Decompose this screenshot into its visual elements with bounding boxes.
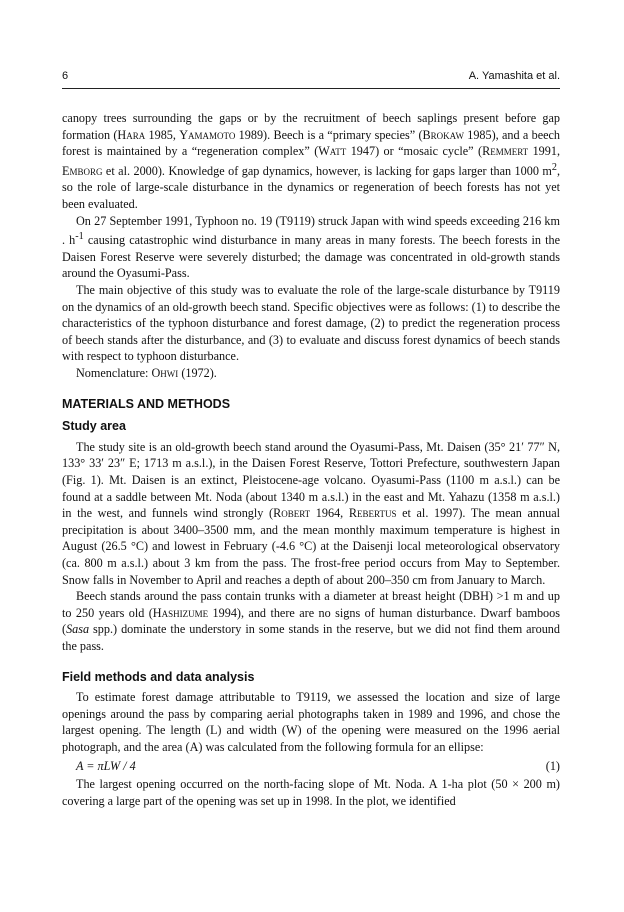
equation-1: [62, 758, 560, 775]
taxon-name: Sasa: [66, 622, 90, 637]
equation-formula: A = πLW / 4: [76, 758, 136, 773]
nomenclature-line: Nomenclature: Ohwi (1972).: [76, 366, 217, 381]
field-methods-paragraph-1: To estimate forest damage attributable to T9119, we assessed the location and size of large openings around the pass by comparing aerial photographs taken in 1989 and 1996, and chose the largest opening. The length (L) and width (W) of the opening were measured on the 1996 aerial photograph, and the area (A) was calculated from the following formula for an ellipse:: [62, 690, 560, 754]
section-heading-methods: MATERIALS AND METHODS: [62, 396, 231, 411]
header-rule: [62, 88, 560, 89]
intro-paragraph-1: canopy trees surrounding the gaps or by the recruitment of beech saplings present before gap formation (Hara 1985, Yamamoto 1989). Beech is a “primary species” (Brokaw 1985), and a beech forest is maintained by a “regeneration complex” (Watt 1947) or “mosaic cycle” (Remmert 1991, Emborg et al. 2000). Knowledge of gap dynamics, however, is lacking for gaps larger than 1000 $m^2$, so the role of large-scale disturbance in the dynamics or regeneration of beech forests has not yet been evaluated.: [62, 111, 561, 212]
citation-author: Hashizume: [152, 605, 209, 620]
running-header: [62, 70, 560, 88]
running-head-authors: A. Yamashita et al.: [468, 70, 560, 82]
subsection-heading-study-area: Study area: [62, 419, 126, 434]
citation-author: Ohwi: [151, 366, 179, 381]
citation-author: Remmert: [482, 144, 529, 159]
page-body: [62, 110, 560, 809]
citation-author: Rebertus: [348, 506, 397, 521]
field-methods-paragraph-2: The largest opening occurred on the north-facing slope of Mt. Noda. A 1-ha plot (50 × 200 m) covering a large part of the opening was set up in 1998. In the plot, we identified: [62, 777, 560, 808]
citation-author: Yamamoto: [179, 127, 236, 142]
study-area-paragraph-2: Beech stands around the pass contain trunks with a diameter at breast height (DBH) >1 m and up to 250 years old (Hashizume 1994), and there are no signs of human disturbance. Dwarf bamboos (Sasa spp.) dominate the understory in some stands in the reserve, but we did not find them around the pass.: [62, 589, 560, 653]
intro-paragraph-2: On 27 September 1991, Typhoon no. 19 (T9119) struck Japan with wind speeds exceeding 216 km . $h^{-1}$ causing catastrophic wind disturbance in many areas in many forests. The beech forests in the Daisen Forest Reserve were severely disturbed; the damage was concentrated in old-growth stands around the Oyasumi-Pass.: [62, 213, 560, 281]
citation-author: Emborg: [62, 163, 103, 178]
citation-author: Brokaw: [422, 127, 464, 142]
subsection-heading-field-methods: Field methods and data analysis: [62, 669, 255, 684]
equation-number: (1): [545, 758, 560, 773]
page-number: 6: [62, 70, 69, 82]
study-area-paragraph-1: The study site is an old-growth beech stand around the Oyasumi-Pass, Mt. Daisen (35° 21′ 77″ N, 133° 33′ 23″ E; 1713 m a.s.l.), in the Daisen Forest Reserve, Tottori Prefecture, southwestern Japan (Fig. 1). Mt. Daisen is an extinct, Pleistocene-age volcano. Oyasumi-Pass (1100 m a.s.l.) can be found at a saddle between Mt. Noda (about 1340 m a.s.l.) in the east and Mt. Yahazu (1358 m a.s.l.) in the west, and funnels wind strongly (Robert 1964, Rebertus et al. 1997). The mean annual precipitation is about 3400–3500 mm, and the mean monthly maximum temperature is highest in August (26.5 °C) and lowest in February (-4.6 °C) at the Daisenji local meteorological observatory (ca. 800 m a.s.l.) about 3 km from the pass. The frost-free period occurs from May to September. Snow falls in November to April and reaches a depth of about 200–350 cm from January to March.: [62, 439, 560, 587]
intro-paragraph-3: The main objective of this study was to evaluate the role of the large-scale disturbance by T9119 on the dynamics of an old-growth beech stand. Specific objectives were as follows: (1) to describe the characteristics of the typhoon disturbance and forest damage, (2) to predict the regeneration process of beech stands after the disturbance, and (3) to evaluate and discuss forest dynamics of beech stands with respect to typhoon disturbance.: [62, 283, 560, 364]
citation-author: Watt: [318, 144, 347, 159]
citation-author: Hara: [117, 127, 146, 142]
citation-author: Robert: [273, 506, 311, 521]
